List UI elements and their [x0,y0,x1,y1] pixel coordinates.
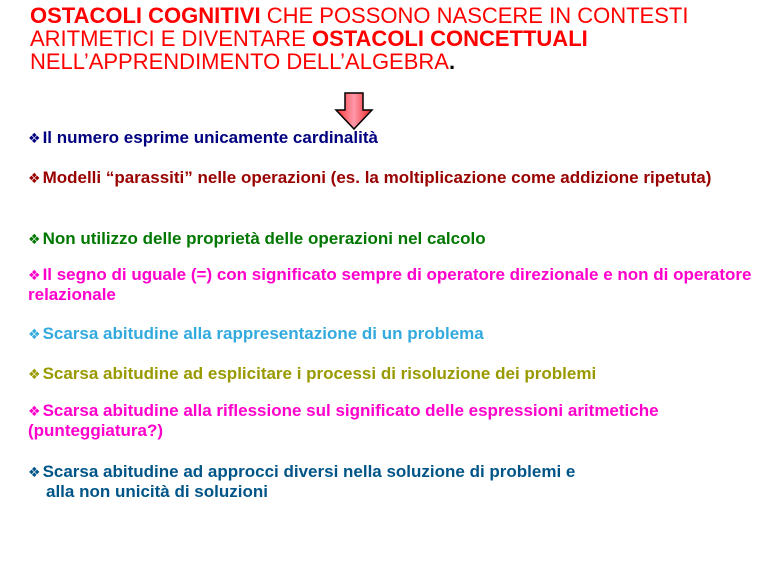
bullet-text-7: Scarsa abitudine alla riflessione sul significato delle espressioni aritmetiche (punteggiatura?) [28,401,659,440]
bullet-text-6: Scarsa abitudine ad esplicitare i processi di risoluzione dei problemi [42,364,597,383]
title-text-1: CHE POSSONO NASCERE IN CONTESTI ARITMETICI E DIVENTARE [30,3,689,51]
diamond-bullet-icon: ❖ [28,403,41,419]
bullet-text-5: Scarsa abitudine alla rappresentazione di un problema [42,324,484,343]
diamond-bullet-icon: ❖ [28,366,41,382]
diamond-bullet-icon: ❖ [28,326,41,342]
bullet-text-1: Il numero esprime unicamente cardinalità [42,128,378,147]
bullet-item-2 [28,168,758,188]
down-arrow-icon [334,92,374,130]
bullet-item-1 [28,128,758,148]
diamond-bullet-icon: ❖ [28,464,41,480]
bullet-text-8: Scarsa abitudine ad approcci diversi nella soluzione di problemi e [42,462,576,481]
bullet-item-5 [28,324,758,344]
bullet-text-8-continuation: alla non unicità di soluzioni [46,482,268,501]
bullet-item-3 [28,229,758,249]
bullet-item-6 [28,364,758,384]
diamond-bullet-icon: ❖ [28,170,41,186]
bullet-item-7 [28,401,758,440]
slide-title [30,4,750,73]
title-bold-1: OSTACOLI COGNITIVI [30,3,261,28]
title-text-2: NELL’APPRENDIMENTO DELL’ALGEBRA [30,49,449,74]
bullet-text-3: Non utilizzo delle proprietà delle operazioni nel calcolo [42,229,486,248]
diamond-bullet-icon: ❖ [28,130,41,146]
bullet-text-4: Il segno di uguale (=) con significato sempre di operatore direzionale e non di operatore relazionale [28,265,752,304]
bullet-item-8 [28,462,758,501]
title-period: . [448,49,456,74]
bullet-item-4 [28,265,758,304]
bullet-text-2: Modelli “parassiti” nelle operazioni (es. la moltiplicazione come addizione ripetuta) [42,168,712,187]
title-bold-2: OSTACOLI CONCETTUALI [311,26,588,51]
diamond-bullet-icon: ❖ [28,231,41,247]
diamond-bullet-icon: ❖ [28,267,41,283]
